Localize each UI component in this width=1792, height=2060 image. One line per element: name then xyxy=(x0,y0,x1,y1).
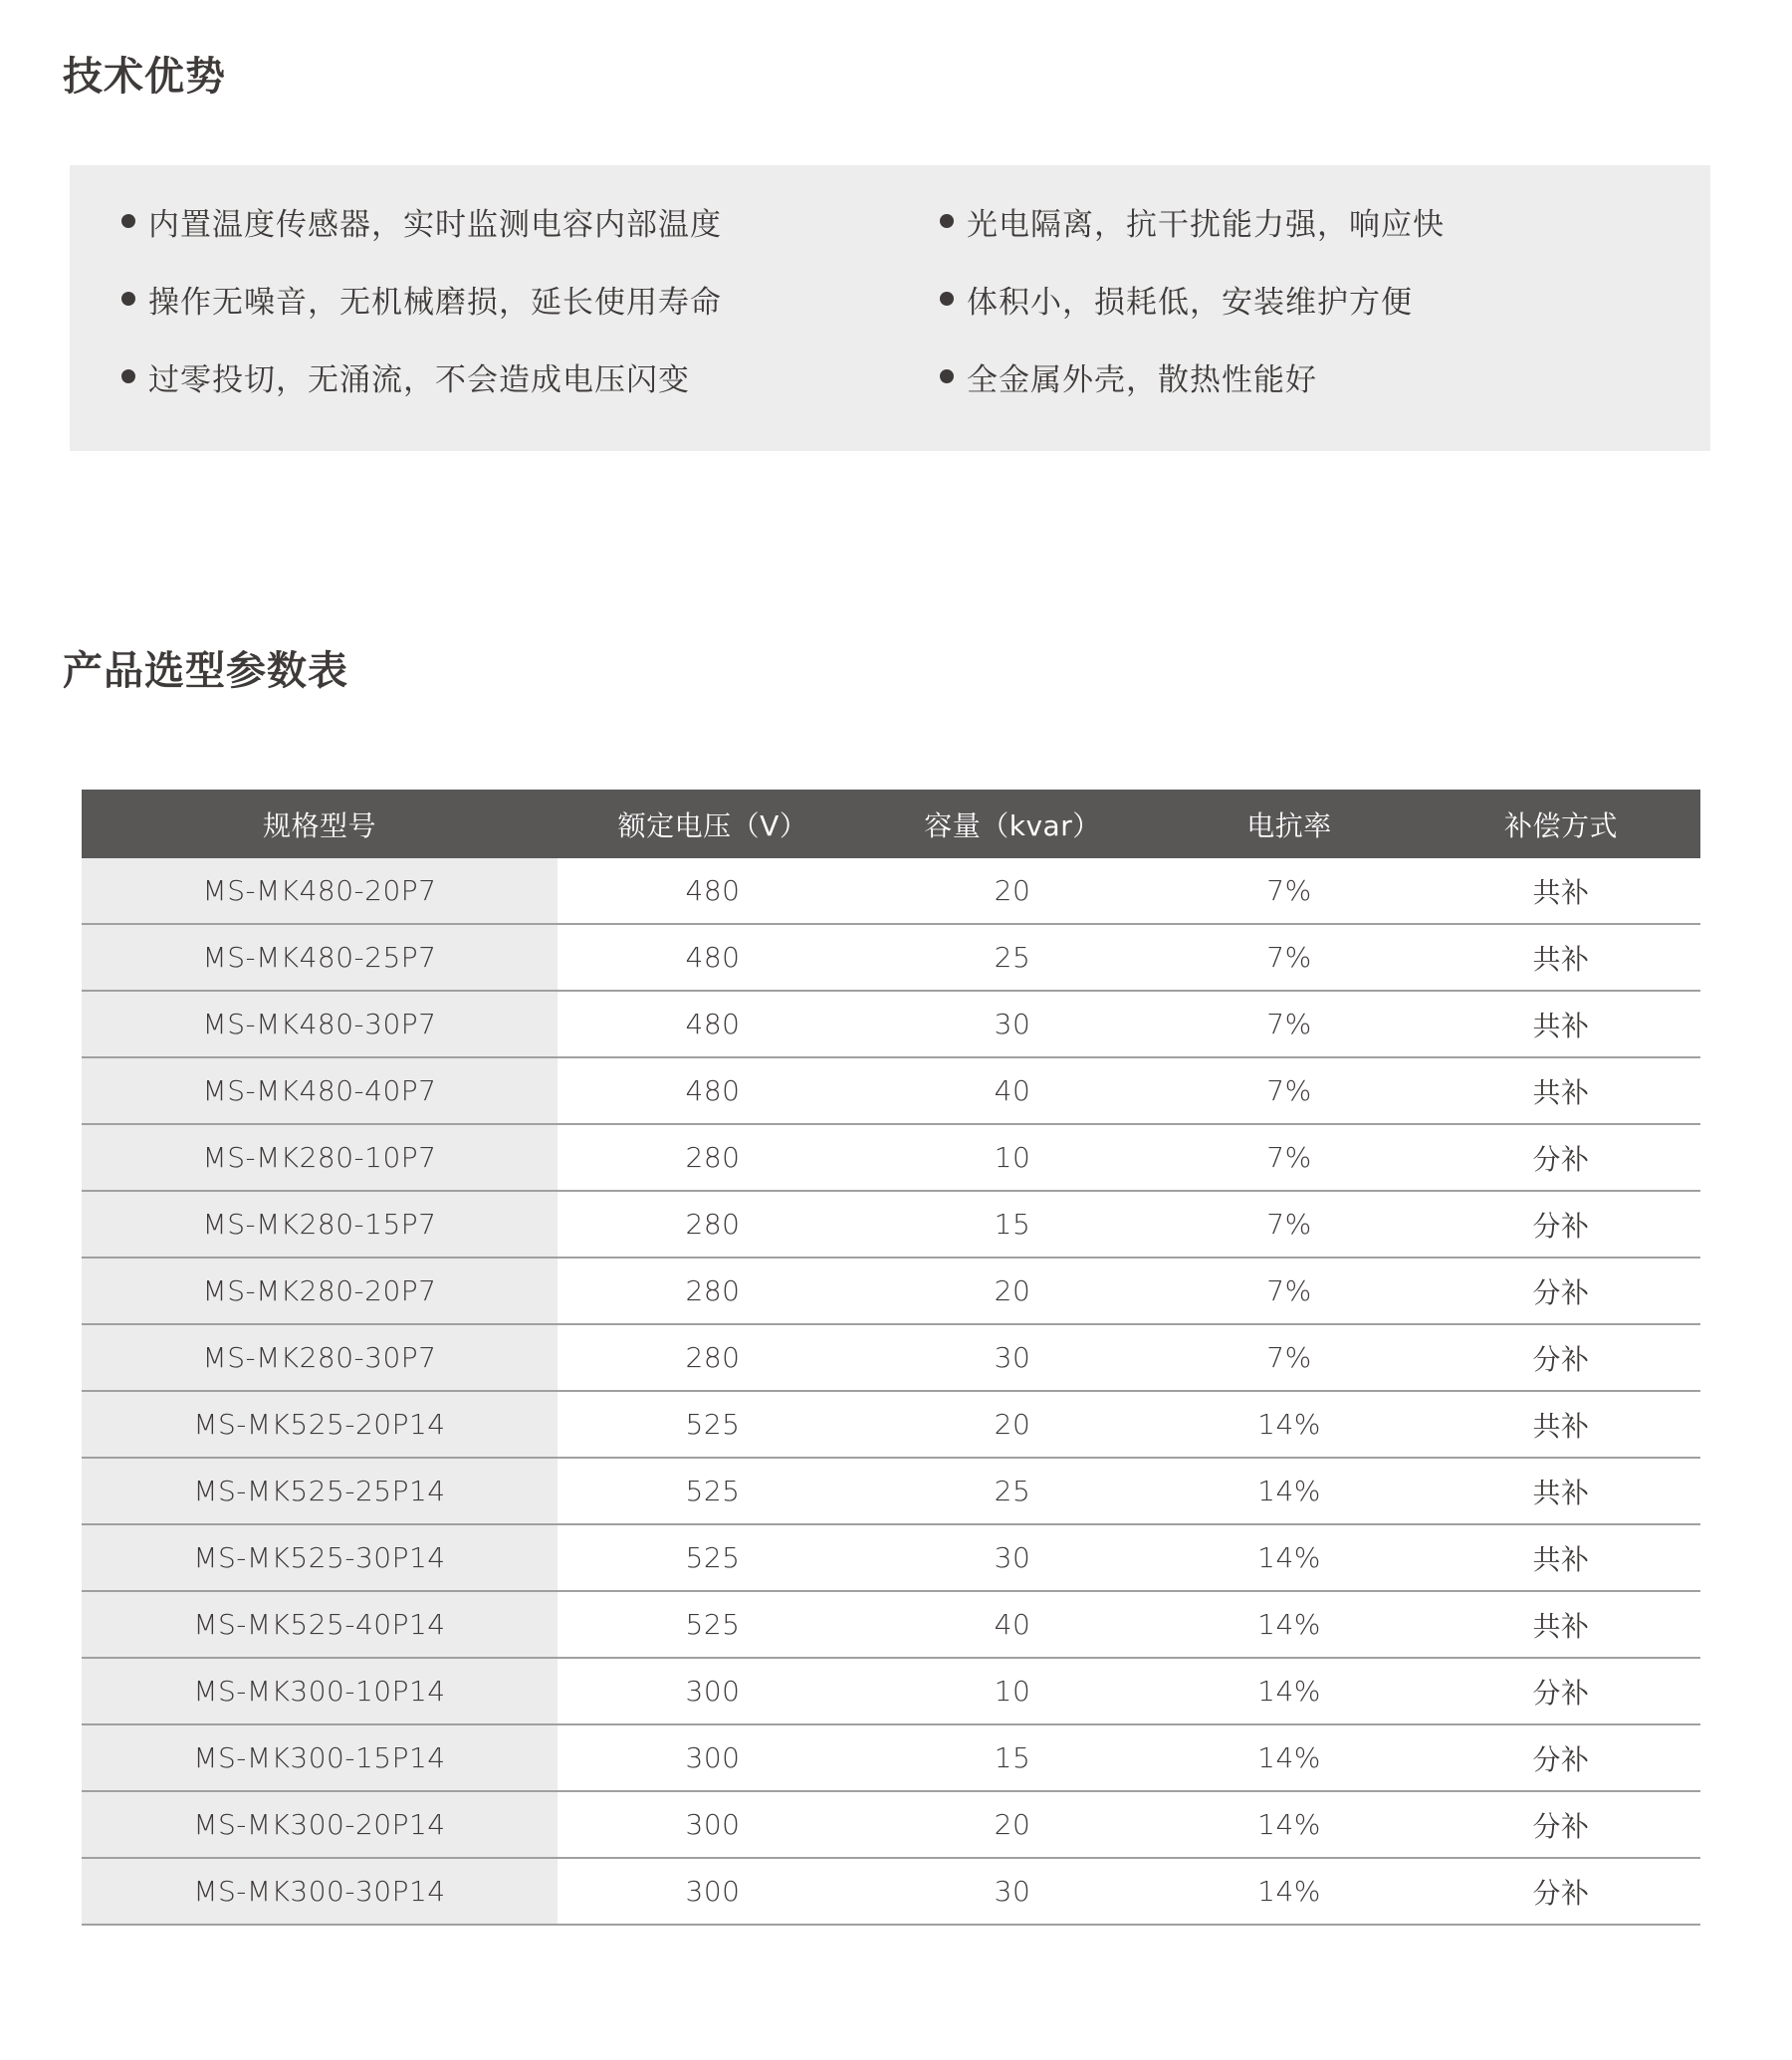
cell-model: MS-MK280-20P7 xyxy=(82,1259,558,1323)
cell-voltage: 525 xyxy=(685,1475,741,1507)
cell-reactance: 14% xyxy=(1257,1741,1321,1774)
cell-compensation: 共补 xyxy=(1532,875,1590,909)
cell-voltage: 480 xyxy=(685,1008,741,1040)
cell-compensation: 分补 xyxy=(1532,1742,1590,1776)
table-row xyxy=(82,1459,1700,1525)
cell-capacity: 30 xyxy=(994,1341,1031,1374)
cell-model: MS-MK300-15P14 xyxy=(82,1725,558,1790)
header-capacity: 容量（kvar） xyxy=(924,808,1101,842)
cell-compensation: 共补 xyxy=(1532,1476,1590,1509)
bullet-icon xyxy=(940,369,954,383)
cell-compensation: 分补 xyxy=(1532,1809,1590,1843)
table-row xyxy=(82,858,1700,925)
cell-compensation: 分补 xyxy=(1532,1209,1590,1243)
table-header-row xyxy=(82,790,1700,858)
cell-voltage: 300 xyxy=(685,1675,741,1708)
table-row xyxy=(82,1192,1700,1259)
cell-compensation: 共补 xyxy=(1532,1009,1590,1042)
cell-model: MS-MK525-40P14 xyxy=(82,1592,558,1657)
advantage-text: 操作无噪音，无机械磨损，延长使用寿命 xyxy=(148,284,722,321)
bullet-icon xyxy=(121,214,135,228)
section-title-selection-table: 产品选型参数表 xyxy=(63,648,348,694)
cell-voltage: 280 xyxy=(685,1274,741,1307)
table-row xyxy=(82,1859,1700,1926)
advantage-item xyxy=(121,260,940,338)
cell-compensation: 分补 xyxy=(1532,1876,1590,1910)
cell-reactance: 14% xyxy=(1257,1608,1321,1641)
cell-reactance: 7% xyxy=(1266,1208,1312,1241)
cell-capacity: 20 xyxy=(994,1808,1031,1841)
cell-compensation: 共补 xyxy=(1532,1075,1590,1109)
advantage-item xyxy=(121,338,940,415)
cell-capacity: 40 xyxy=(994,1074,1031,1107)
table-row xyxy=(82,1125,1700,1192)
cell-capacity: 30 xyxy=(994,1008,1031,1040)
cell-voltage: 525 xyxy=(685,1541,741,1574)
cell-reactance: 14% xyxy=(1257,1408,1321,1441)
cell-capacity: 15 xyxy=(994,1741,1031,1774)
cell-compensation: 分补 xyxy=(1532,1676,1590,1710)
cell-voltage: 525 xyxy=(685,1408,741,1441)
cell-capacity: 15 xyxy=(994,1208,1031,1241)
bullet-icon xyxy=(940,292,954,306)
header-reactance-rate: 电抗率 xyxy=(1246,808,1332,842)
cell-model: MS-MK525-25P14 xyxy=(82,1459,558,1523)
spec-table xyxy=(82,790,1700,1926)
advantage-text: 全金属外壳，散热性能好 xyxy=(967,361,1317,398)
cell-model: MS-MK480-20P7 xyxy=(82,858,558,923)
advantage-text: 体积小，损耗低，安装维护方便 xyxy=(967,284,1413,321)
cell-reactance: 14% xyxy=(1257,1475,1321,1507)
cell-capacity: 25 xyxy=(994,1475,1031,1507)
cell-model: MS-MK280-10P7 xyxy=(82,1125,558,1190)
advantage-item xyxy=(940,260,1690,338)
cell-compensation: 共补 xyxy=(1532,1542,1590,1576)
cell-voltage: 300 xyxy=(685,1741,741,1774)
cell-voltage: 480 xyxy=(685,941,741,974)
cell-compensation: 共补 xyxy=(1532,1609,1590,1643)
cell-model: MS-MK480-40P7 xyxy=(82,1058,558,1123)
table-row xyxy=(82,1325,1700,1392)
cell-capacity: 10 xyxy=(994,1141,1031,1174)
cell-voltage: 300 xyxy=(685,1808,741,1841)
cell-capacity: 30 xyxy=(994,1875,1031,1908)
bullet-icon xyxy=(121,369,135,383)
cell-reactance: 14% xyxy=(1257,1808,1321,1841)
header-compensation-mode: 补偿方式 xyxy=(1503,808,1618,842)
table-row xyxy=(82,925,1700,992)
cell-compensation: 分补 xyxy=(1532,1142,1590,1176)
cell-reactance: 7% xyxy=(1266,1341,1312,1374)
cell-reactance: 7% xyxy=(1266,941,1312,974)
cell-voltage: 525 xyxy=(685,1608,741,1641)
section-title-advantages: 技术优势 xyxy=(63,54,226,100)
cell-compensation: 共补 xyxy=(1532,942,1590,976)
cell-model: MS-MK300-30P14 xyxy=(82,1859,558,1924)
advantage-text: 内置温度传感器，实时监测电容内部温度 xyxy=(148,206,722,243)
bullet-icon xyxy=(121,292,135,306)
cell-reactance: 7% xyxy=(1266,1141,1312,1174)
table-row xyxy=(82,1792,1700,1859)
cell-reactance: 7% xyxy=(1266,1274,1312,1307)
table-row xyxy=(82,1058,1700,1125)
cell-voltage: 280 xyxy=(685,1141,741,1174)
cell-model: MS-MK280-30P7 xyxy=(82,1325,558,1390)
cell-model: MS-MK300-10P14 xyxy=(82,1659,558,1723)
header-rated-voltage: 额定电压（V） xyxy=(617,808,808,842)
cell-model: MS-MK525-30P14 xyxy=(82,1525,558,1590)
cell-reactance: 14% xyxy=(1257,1541,1321,1574)
cell-reactance: 7% xyxy=(1266,1074,1312,1107)
cell-compensation: 分补 xyxy=(1532,1275,1590,1309)
cell-reactance: 7% xyxy=(1266,874,1312,907)
advantage-text: 过零投切，无涌流，不会造成电压闪变 xyxy=(148,361,690,398)
cell-model: MS-MK525-20P14 xyxy=(82,1392,558,1457)
cell-capacity: 20 xyxy=(994,1408,1031,1441)
cell-capacity: 20 xyxy=(994,874,1031,907)
cell-reactance: 14% xyxy=(1257,1675,1321,1708)
advantage-item xyxy=(121,182,940,260)
advantages-panel xyxy=(70,165,1710,451)
cell-voltage: 300 xyxy=(685,1875,741,1908)
cell-voltage: 280 xyxy=(685,1208,741,1241)
header-model: 规格型号 xyxy=(262,808,376,842)
cell-model: MS-MK480-25P7 xyxy=(82,925,558,990)
cell-capacity: 25 xyxy=(994,941,1031,974)
cell-model: MS-MK280-15P7 xyxy=(82,1192,558,1257)
advantage-text: 光电隔离，抗干扰能力强，响应快 xyxy=(967,206,1445,243)
cell-model: MS-MK300-20P14 xyxy=(82,1792,558,1857)
cell-voltage: 280 xyxy=(685,1341,741,1374)
cell-reactance: 14% xyxy=(1257,1875,1321,1908)
table-row xyxy=(82,1392,1700,1459)
cell-capacity: 40 xyxy=(994,1608,1031,1641)
table-row xyxy=(82,992,1700,1058)
cell-compensation: 共补 xyxy=(1532,1409,1590,1443)
table-row xyxy=(82,1725,1700,1792)
advantage-item xyxy=(940,338,1690,415)
cell-capacity: 10 xyxy=(994,1675,1031,1708)
table-row xyxy=(82,1592,1700,1659)
cell-voltage: 480 xyxy=(685,1074,741,1107)
cell-capacity: 20 xyxy=(994,1274,1031,1307)
table-row xyxy=(82,1259,1700,1325)
table-row xyxy=(82,1525,1700,1592)
cell-compensation: 分补 xyxy=(1532,1342,1590,1376)
cell-model: MS-MK480-30P7 xyxy=(82,992,558,1056)
cell-voltage: 480 xyxy=(685,874,741,907)
advantage-item xyxy=(940,182,1690,260)
bullet-icon xyxy=(940,214,954,228)
table-row xyxy=(82,1659,1700,1725)
cell-reactance: 7% xyxy=(1266,1008,1312,1040)
cell-capacity: 30 xyxy=(994,1541,1031,1574)
